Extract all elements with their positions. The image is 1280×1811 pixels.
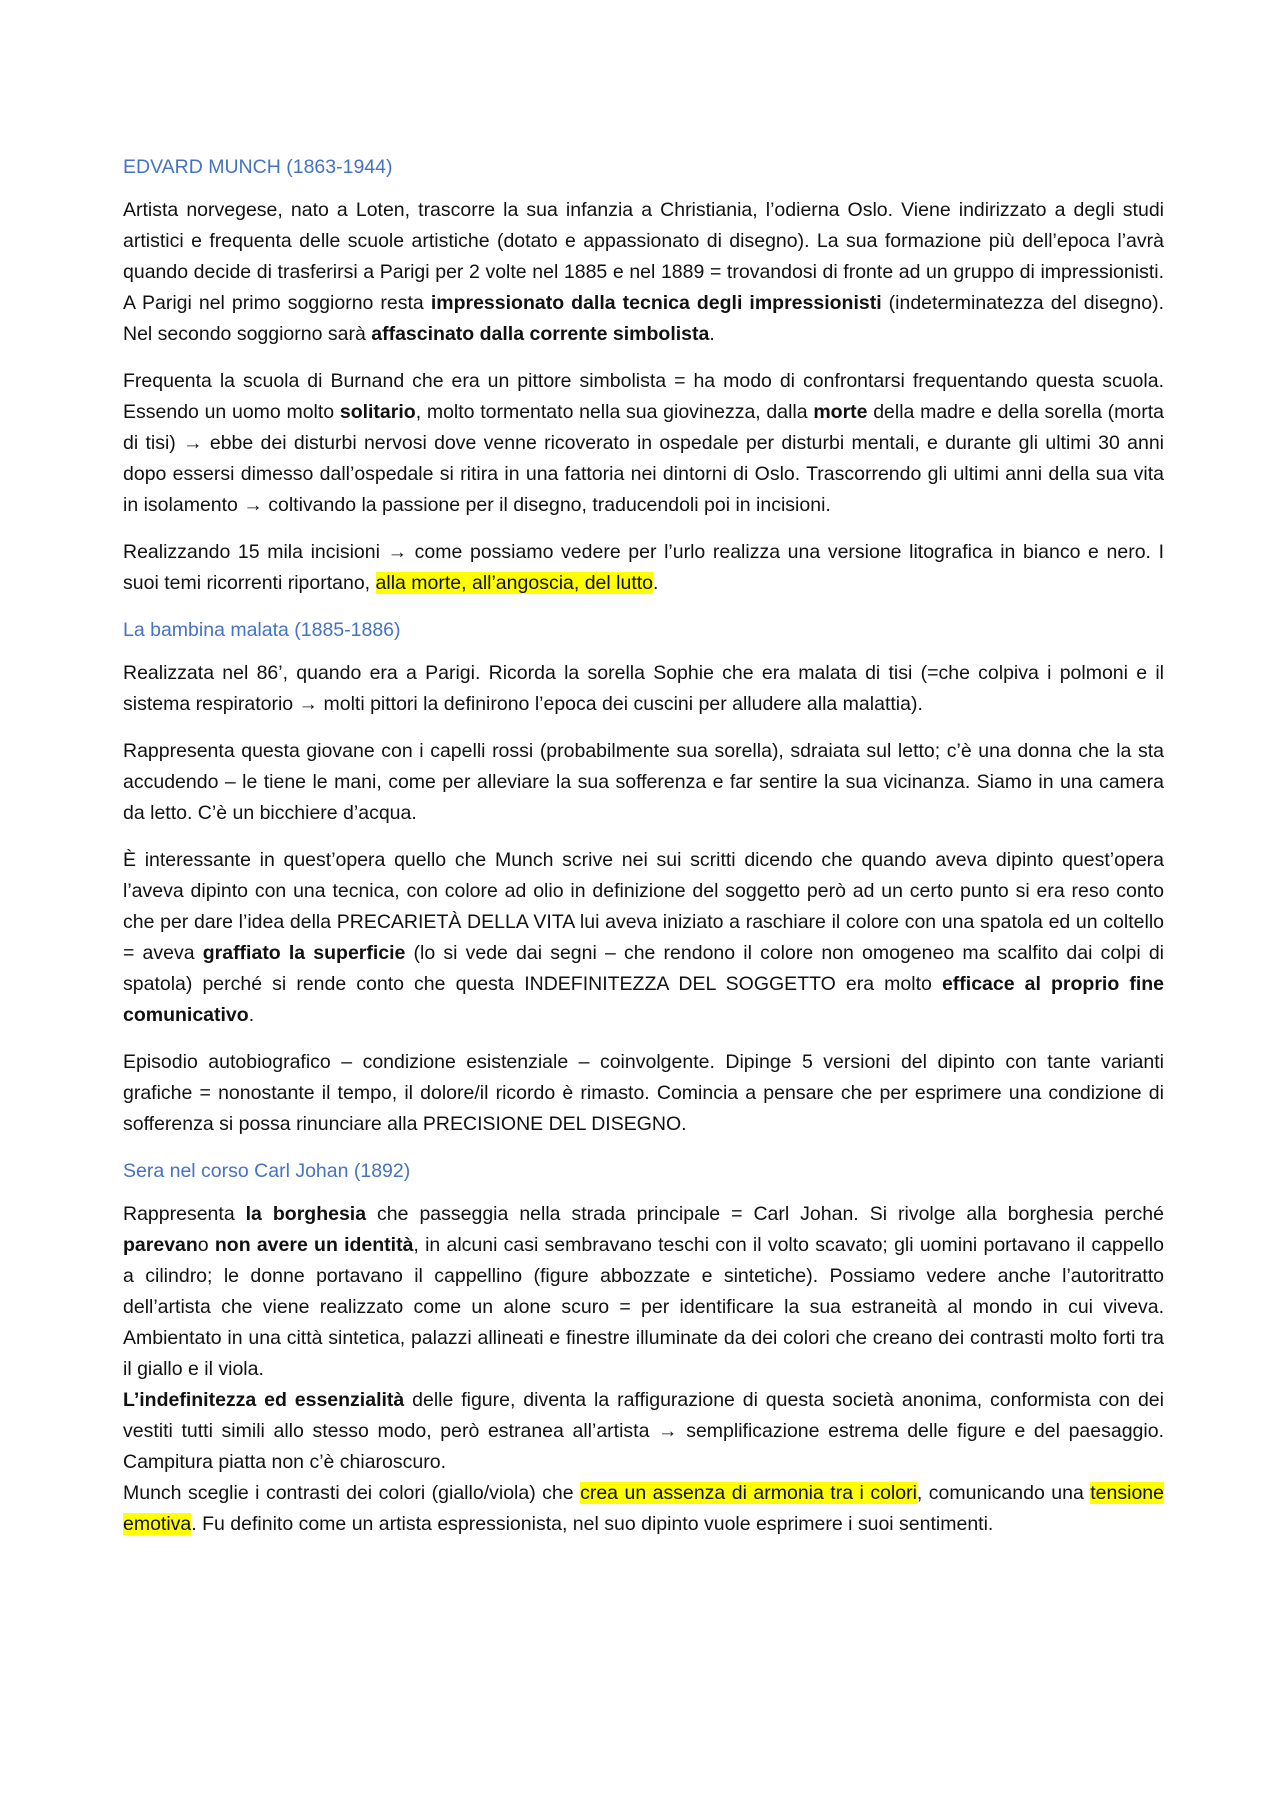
section-heading: EDVARD MUNCH (1863-1944) <box>123 156 393 178</box>
text-run: Frequenta la scuola di Burnand che era un pittore simbolista = ha modo di confrontarsi frequentando questa scuola. Essendo un uomo molto <box>123 370 1164 423</box>
text-run: Artista norvegese, nato a Loten, trascorre la sua infanzia a Christiania, l’odierna Oslo. Viene indirizzato a degli studi artistici e frequenta delle scuole artistiche (dotato e appassionato di disegno). La sua formazione più dell’epoca l’avrà quando decide di trasferirsi a Parigi per 2 volte nel 1885 e nel 1889 = trovandosi di fronte ad un gruppo di impressionisti. A Parigi nel primo soggiorno resta <box>123 199 1164 314</box>
text-run: della madre e della sorella (morta di tisi) → ebbe dei disturbi nervosi dove venne ricoverato in ospedale per disturbi mentali, e durante gli ultimi 30 anni dopo essersi dimesso dall’ospedale si ritira in una fattoria nei dintorni di Oslo. Trascorrendo gli ultimi anni della sua vita in isolamento → coltivando la passione per il disegno, traducendoli poi in incisioni. <box>123 401 1164 516</box>
body-paragraph <box>123 1199 1164 1385</box>
body-paragraph <box>123 845 1164 1031</box>
body-paragraph <box>123 537 1164 599</box>
text-run: , molto tormentato nella sua giovinezza, dalla <box>415 401 814 423</box>
body-paragraph <box>123 1385 1164 1478</box>
section-heading: La bambina malata (1885-1886) <box>123 619 401 641</box>
highlighted-text-run: crea un assenza di armonia tra i colori <box>580 1482 917 1504</box>
text-run: (indeterminatezza del disegno). Nel secondo soggiorno sarà <box>123 292 1164 345</box>
bold-text-run: parevan <box>123 1234 198 1256</box>
bold-text-run: efficace al proprio fine comunicativo <box>123 973 1164 1026</box>
text-run: . <box>653 572 659 594</box>
bold-text-run: L’indefinitezza ed essenzialità <box>123 1389 405 1411</box>
text-run: . Fu definito come un artista espressionista, nel suo dipinto vuole esprimere i suoi sentimenti. <box>191 1513 994 1535</box>
text-run: Munch sceglie i contrasti dei colori (giallo/viola) che <box>123 1482 581 1504</box>
text-run: Rappresenta <box>123 1203 246 1225</box>
highlighted-text-run: alla morte, all’angoscia, del lutto <box>375 572 654 594</box>
bold-text-run: non avere un identità <box>214 1234 414 1256</box>
text-run: È interessante in quest’opera quello che Munch scrive nei sui scritti dicendo che quando aveva dipinto quest’opera l’aveva dipinto con una tecnica, con colore ad olio in definizione del soggetto però ad un certo punto si era reso conto che per dare l’idea della PRECARIETÀ DELLA VITA lui aveva iniziato a raschiare il colore con una spatola ed un coltello = aveva <box>123 849 1164 964</box>
body-paragraph <box>123 658 1164 720</box>
text-run: che passeggia nella strada principale = Carl Johan. Si rivolge alla borghesia perché <box>366 1203 1164 1225</box>
body-paragraph <box>123 1047 1164 1140</box>
text-run: delle figure, diventa la raffigurazione di questa società anonima, conformista con dei vestiti tutti simili allo stesso modo, però estranea all’artista → semplificazione estrema delle figure e del paesaggio. Campitura piatta non c’è chiaroscuro. <box>123 1389 1164 1473</box>
section-heading: Sera nel corso Carl Johan (1892) <box>123 1160 411 1182</box>
text-run: Realizzata nel 86’, quando era a Parigi. Ricorda la sorella Sophie che era malata di tisi (=che colpiva i polmoni e il sistema respiratorio → molti pittori la definirono l’epoca dei cuscini per alludere alla malattia). <box>123 662 1164 715</box>
bold-text-run: morte <box>813 401 868 423</box>
text-run: Realizzando 15 mila incisioni → come possiamo vedere per l’urlo realizza una versione litografica in bianco e nero. I suoi temi ricorrenti riportano, <box>123 541 1164 594</box>
bold-text-run: solitario <box>339 401 416 423</box>
body-paragraph <box>123 736 1164 829</box>
body-paragraph <box>123 195 1164 350</box>
text-run: . <box>709 323 715 345</box>
text-run: Rappresenta questa giovane con i capelli rossi (probabilmente sua sorella), sdraiata sul letto; c’è una donna che la sta accudendo – le tiene le mani, come per alleviare la sua sofferenza e far sentire la sua vicinanza. Siamo in una camera da letto. C’è un bicchiere d’acqua. <box>123 740 1164 824</box>
body-paragraph <box>123 1478 1164 1540</box>
body-paragraph <box>123 366 1164 521</box>
text-run: , comunicando una <box>916 1482 1091 1504</box>
bold-text-run: graffiato la superficie <box>202 942 406 964</box>
highlighted-text-run: tensione emotiva <box>123 1482 1164 1535</box>
text-run: o <box>197 1234 215 1256</box>
document-page <box>123 152 1164 1540</box>
text-run: (lo si vede dai segni – che rendono il colore non omogeneo ma scalfito dai colpi di spatola) perché si rende conto che questa INDEFINITEZZA DEL SOGGETTO era molto <box>123 942 1164 995</box>
bold-text-run: impressionato dalla tecnica degli impressionisti <box>430 292 882 314</box>
bold-text-run: affascinato dalla corrente simbolista <box>371 323 710 345</box>
text-run: . <box>248 1004 255 1026</box>
text-run: , in alcuni casi sembravano teschi con il volto scavato; gli uomini portavano il cappello a cilindro; le donne portavano il cappellino (figure abbozzate e sintetiche). Possiamo vedere anche l’autoritratto dell’artista che viene realizzato come un alone scuro = per identificare la sua estraneità al mondo in cui viveva. Ambientato in una città sintetica, palazzi allineati e finestre illuminate da dei colori che creano dei contrasti molto forti tra il giallo e il viola. <box>123 1234 1164 1380</box>
text-run: Episodio autobiografico – condizione esistenziale – coinvolgente. Dipinge 5 versioni del dipinto con tante varianti grafiche = nonostante il tempo, il dolore/il ricordo è rimasto. Comincia a pensare che per esprimere una condizione di sofferenza si possa rinunciare alla PRECISIONE DEL DISEGNO. <box>123 1051 1164 1135</box>
bold-text-run: la borghesia <box>245 1203 367 1225</box>
